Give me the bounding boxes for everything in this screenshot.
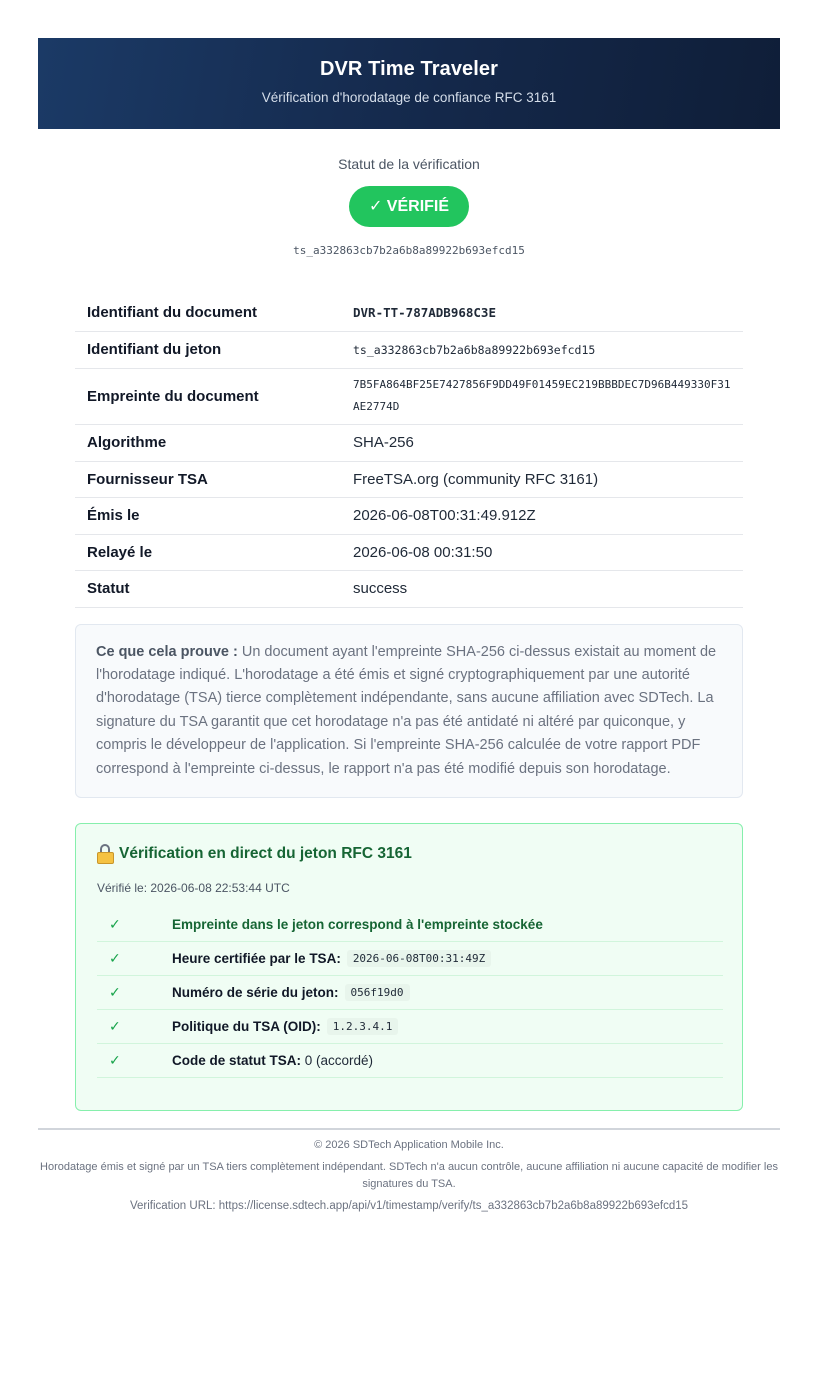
footer-copyright: © 2026 SDTech Application Mobile Inc. (314, 1138, 504, 1151)
document-id-label: Identifiant du document (75, 294, 341, 331)
status-row-label: Statut (75, 570, 341, 607)
proof-lead: Ce que cela prouve : (96, 643, 238, 660)
proof-text: Un document ayant l'empreinte SHA-256 ci-dessus existait au moment de l'horodatage indiqué. L'horodatage a été émis et signé cryptographiquement par une autorité d'horodatage (TSA) tierce complètement indépendante, sans aucune affiliation avec SDTech. La signature du TSA garantit que cet horodatage n'a pas été antidaté ni altéré par quiconque, y compris le développeur de l'application. Si l'empreinte SHA-256 calculée de votre rapport PDF correspond à l'empreinte ci-dessus, le rapport n'a pas été modifié depuis son horodatage. (96, 643, 717, 777)
details-table (75, 294, 743, 608)
check-icon: ✓ (109, 1017, 121, 1034)
verified-at: Vérifié le: 2026-06-08 22:53:44 UTC (97, 880, 290, 895)
table-row (75, 294, 743, 331)
app-title: DVR Time Traveler (319, 58, 499, 80)
algorithm-label: Algorithme (75, 424, 341, 461)
live-verification-panel (75, 823, 743, 1111)
list-item (97, 1044, 723, 1078)
list-item (97, 942, 723, 976)
live-verification-title (97, 844, 723, 864)
table-row (75, 331, 743, 368)
check-label: Heure certifiée par le TSA: (172, 950, 341, 966)
hash-value: 7B5FA864BF25E7427856F9DD49F01459EC219BBBDEC7D96B449330F31AE2774D (341, 368, 743, 424)
page-container (38, 38, 780, 1212)
table-row (75, 424, 743, 461)
page-footer (38, 1128, 780, 1212)
policy-oid-code: 1.2.3.4.1 (327, 1018, 399, 1035)
verified-badge: ✓ VÉRIFIÉ (349, 186, 469, 227)
status-row-value: success (341, 570, 743, 607)
certified-time-code: 2026-06-08T00:31:49Z (347, 950, 491, 967)
check-list (97, 908, 723, 1078)
table-row (75, 368, 743, 424)
proof-explanation (75, 624, 743, 798)
token-id-summary: ts_a332863cb7b2a6b8a89922b693efcd15 (293, 244, 525, 257)
provider-label: Fournisseur TSA (75, 461, 341, 497)
check-label: Politique du TSA (OID): (172, 1018, 321, 1034)
check-label: Code de statut TSA: (172, 1052, 302, 1068)
serial-number-code: 056f19d0 (345, 984, 410, 1001)
issued-value: 2026-06-08T00:31:49.912Z (341, 497, 743, 534)
status-label: Statut de la vérification (338, 156, 480, 172)
relayed-value: 2026-06-08 00:31:50 (341, 534, 743, 570)
algorithm-value: SHA-256 (341, 424, 743, 461)
app-subtitle: Vérification d'horodatage de confiance RFC 3161 (261, 90, 557, 105)
check-icon: ✓ (109, 983, 121, 1000)
check-label: Numéro de série du jeton: (172, 984, 339, 1000)
provider-value: FreeTSA.org (community RFC 3161) (341, 461, 743, 497)
check-icon: ✓ (109, 949, 121, 966)
list-item (97, 908, 723, 942)
table-row (75, 534, 743, 570)
relayed-label: Relayé le (75, 534, 341, 570)
table-row (75, 570, 743, 607)
check-label: Empreinte dans le jeton correspond à l'empreinte stockée (172, 916, 543, 932)
page-header (38, 38, 780, 129)
footer-verification-url: Verification URL: https://license.sdtech.app/api/v1/timestamp/verify/ts_a332863cb7b2a6b8a89922b693efcd15 (129, 1199, 689, 1212)
token-id-label: Identifiant du jeton (75, 331, 341, 368)
table-row (75, 461, 743, 497)
issued-label: Émis le (75, 497, 341, 534)
live-title-text: Vérification en direct du jeton RFC 3161 (119, 844, 412, 862)
table-row (75, 497, 743, 534)
check-icon: ✓ (109, 1051, 121, 1068)
document-id-value: DVR-TT-787ADB968C3E (341, 294, 743, 331)
token-id-value: ts_a332863cb7b2a6b8a89922b693efcd15 (341, 331, 743, 368)
status-code-value: 0 (accordé) (301, 1052, 374, 1068)
hash-label: Empreinte du document (75, 368, 341, 424)
list-item (97, 976, 723, 1010)
lock-icon (97, 844, 115, 864)
verification-status (38, 156, 780, 257)
list-item (97, 1010, 723, 1044)
footer-disclaimer: Horodatage émis et signé par un TSA tiers complètement indépendant. SDTech n'a aucun contrôle, aucune affiliation ni aucune capacité de modifier les signatures du TSA. (40, 1160, 778, 1190)
check-icon: ✓ (109, 915, 121, 932)
